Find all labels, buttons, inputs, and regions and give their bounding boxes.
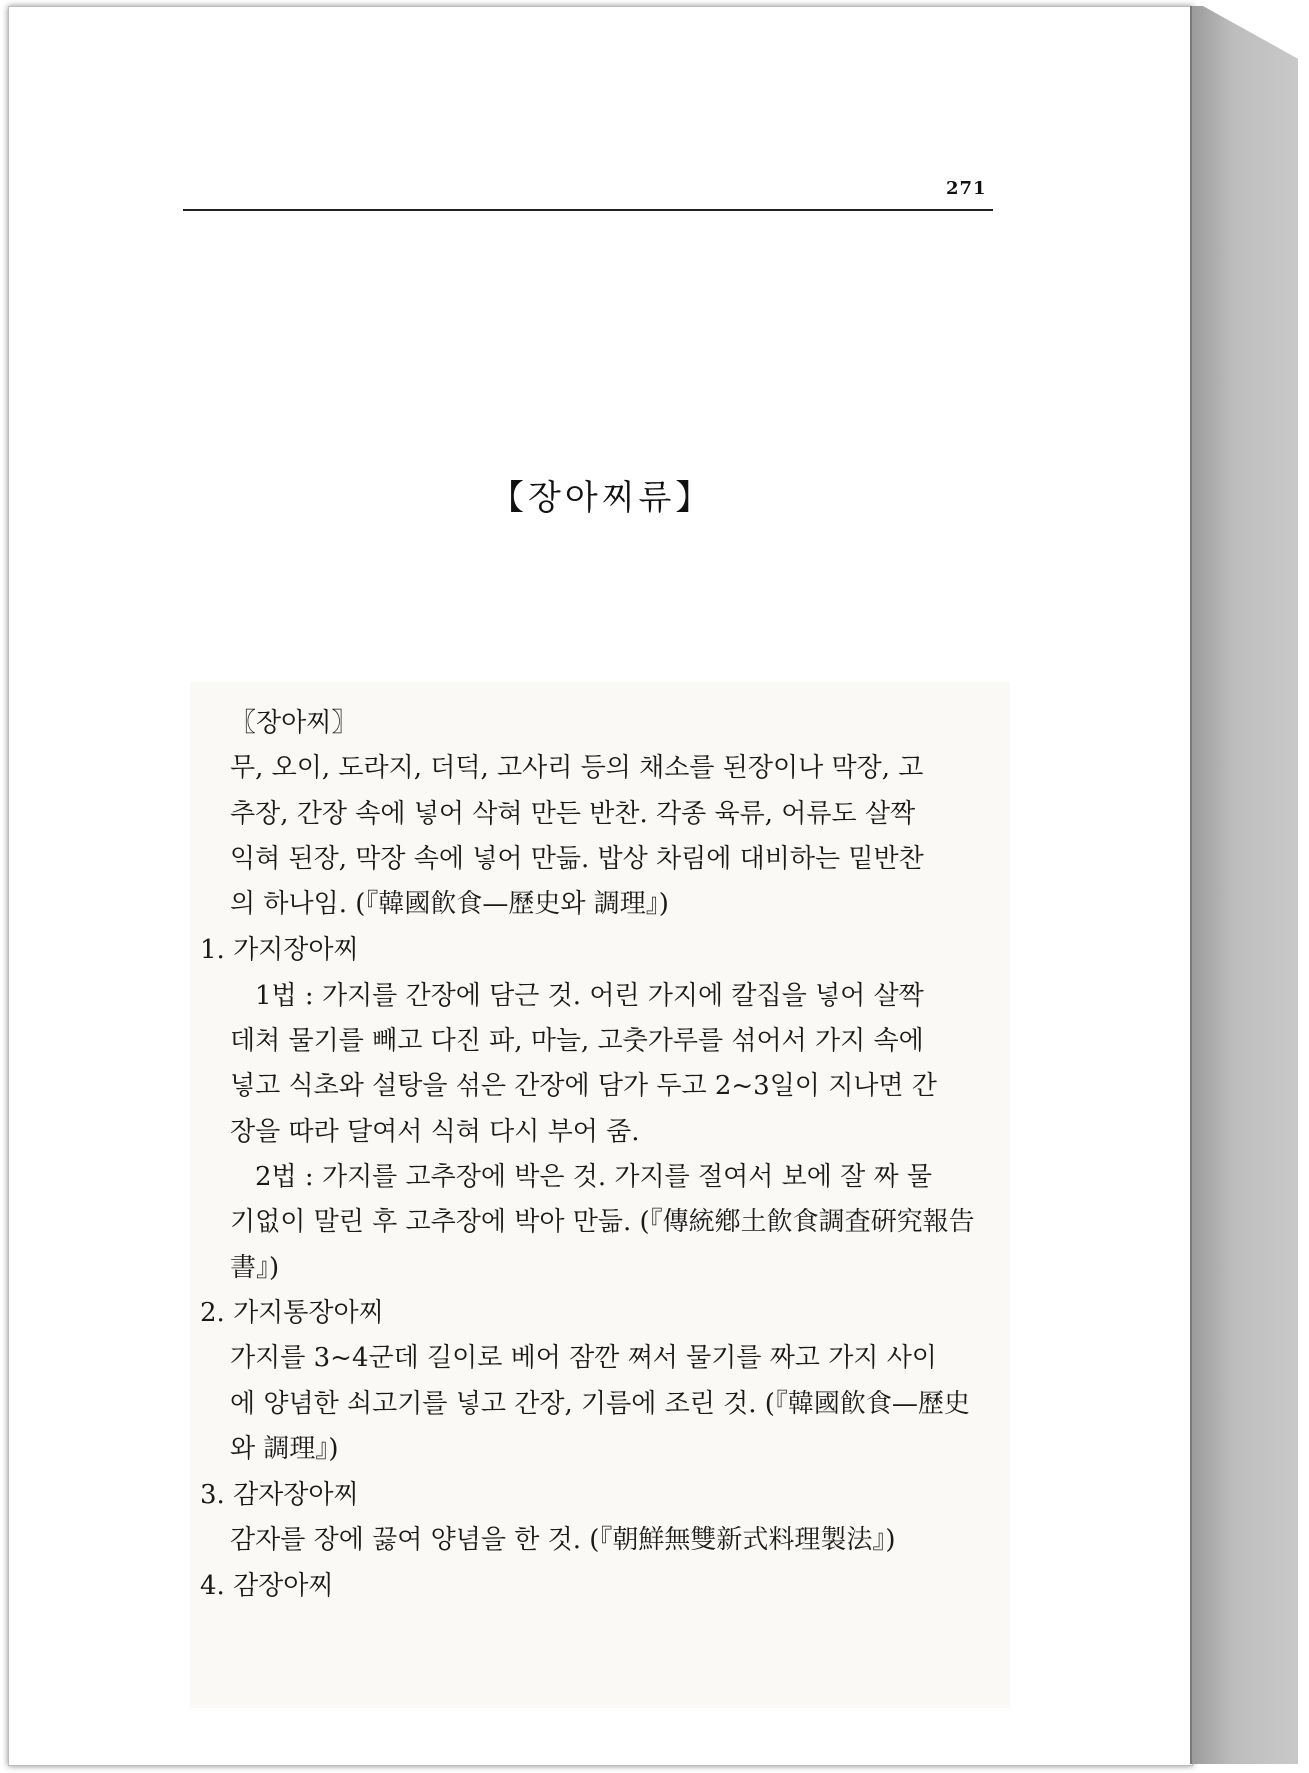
text-line: 추장, 간장 속에 넣어 삭혀 만든 반찬. 각종 육류, 어류도 살짝 bbox=[230, 799, 916, 829]
item-heading: 3. 감자장아찌 bbox=[200, 1480, 359, 1510]
text-line: 기없이 말린 후 고추장에 박아 만듦. (『傳統鄕土飮食調査硏究報告 bbox=[230, 1207, 975, 1237]
text-line: 장을 따라 달여서 식혀 다시 부어 줌. bbox=[230, 1117, 640, 1147]
text-line: 가지를 3~4군데 길이로 베어 잠깐 쪄서 물기를 짜고 가지 사이 bbox=[230, 1343, 937, 1373]
book-edge-line bbox=[1190, 6, 1192, 1764]
text-line: 2법 : 가지를 고추장에 박은 것. 가지를 절여서 보에 잘 짜 물 bbox=[255, 1162, 933, 1192]
item-heading: 4. 감장아찌 bbox=[200, 1571, 334, 1601]
page-number: 271 bbox=[946, 178, 987, 199]
section-title: 【장아찌류】 bbox=[490, 478, 714, 518]
text-line: 에 양념한 쇠고기를 넣고 간장, 기름에 조린 것. (『韓國飮食—歷史 bbox=[230, 1389, 970, 1419]
text-line: 감자를 장에 끓여 양념을 한 것. (『朝鮮無雙新式料理製法』) bbox=[230, 1525, 896, 1555]
header-rule bbox=[183, 209, 993, 211]
text-line: 넣고 식초와 설탕을 섞은 간장에 담가 두고 2~3일이 지나면 간 bbox=[230, 1071, 937, 1101]
book-edge bbox=[1190, 6, 1298, 1764]
text-line: 와 調理』) bbox=[230, 1434, 339, 1464]
text-line: 의 하나임. (『韓國飮食—歷史와 調理』) bbox=[230, 889, 669, 919]
text-line: 書』) bbox=[230, 1253, 280, 1283]
text-line: 데쳐 물기를 빼고 다진 파, 마늘, 고춧가루를 섞어서 가지 속에 bbox=[230, 1026, 924, 1056]
text-line: 익혀 된장, 막장 속에 넣어 만듦. 밥상 차림에 대비하는 밑반찬 bbox=[230, 844, 924, 874]
item-heading: 2. 가지통장아찌 bbox=[200, 1298, 384, 1328]
item-heading: 1. 가지장아찌 bbox=[200, 935, 359, 965]
text-line: 1법 : 가지를 간장에 담근 것. 어린 가지에 칼집을 넣어 살짝 bbox=[255, 981, 924, 1011]
text-line: 무, 오이, 도라지, 더덕, 고사리 등의 채소를 된장이나 막장, 고 bbox=[230, 753, 924, 783]
entry-heading: 〖장아찌〗 bbox=[230, 708, 358, 738]
